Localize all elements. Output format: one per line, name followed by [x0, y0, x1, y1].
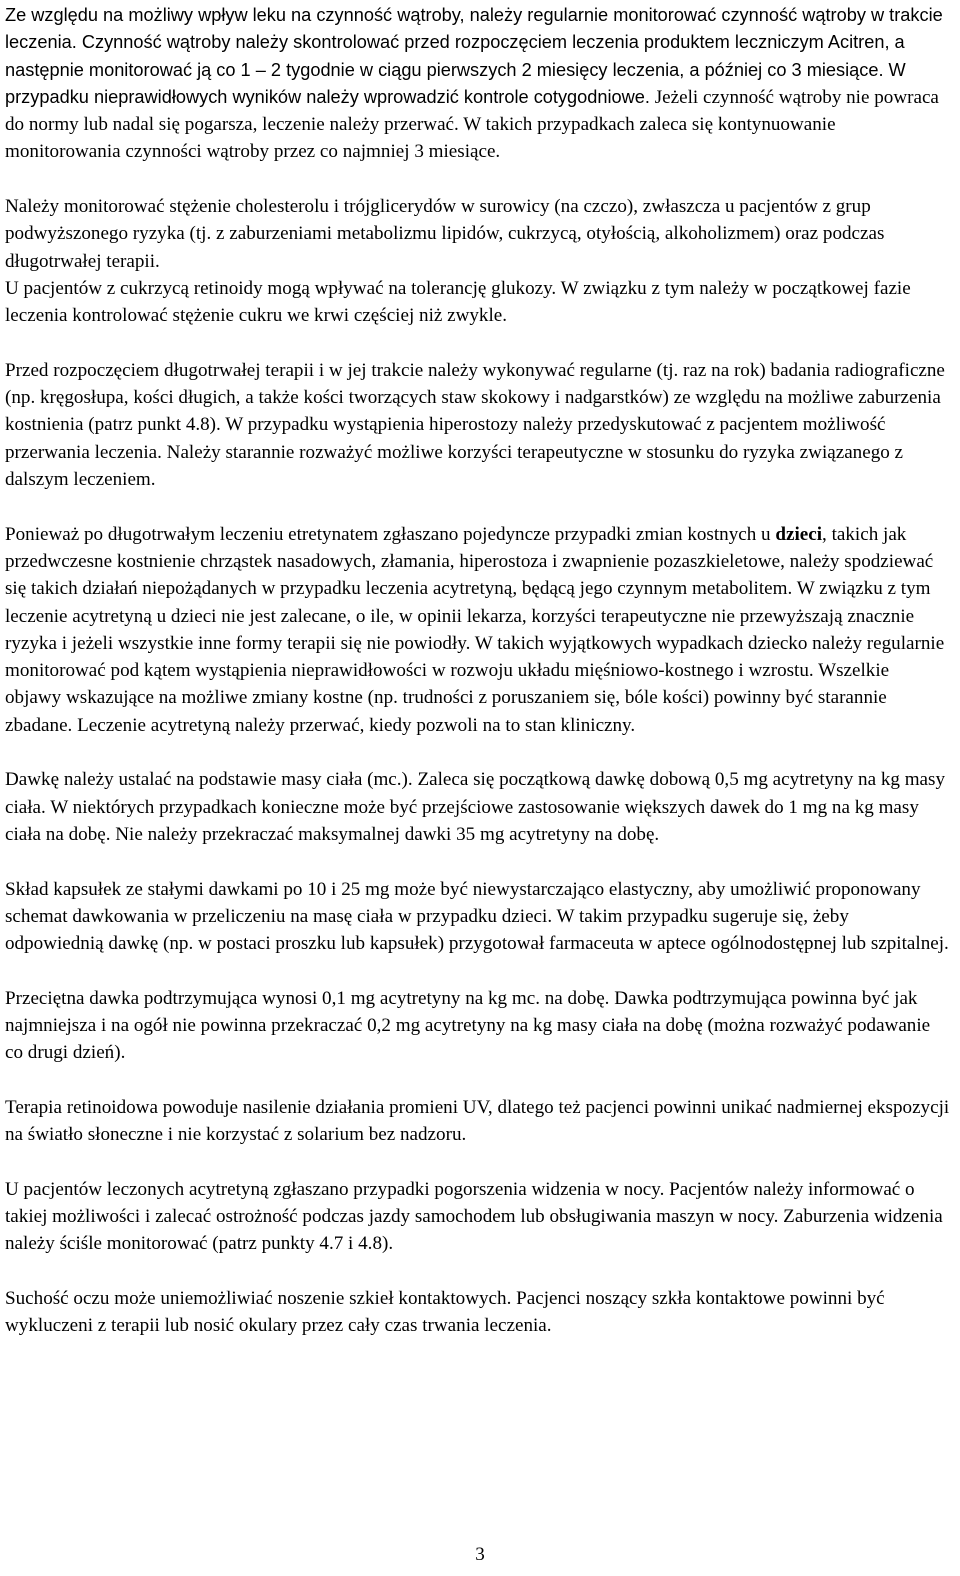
paragraph-radiographic-exams: Przed rozpoczęciem długotrwałej terapii i w jej trakcie należy wykonywać regularne (tj. raz na rok) badania radiograficzne (np. kręgosłupa, kości długich, a także kości tworzących staw skokowy i nadgarstków) ze względu na możliwe zaburzenia kostnienia (patrz punkt 4.8). W przypadku wystąpienia hiperostozy należy przedyskutować z pacjentem możliwość przerwania leczenia. Należy starannie rozważyć możliwe korzyści terapeutyczne w stosunku do ryzyka związanego z dalszym leczeniem.	[5, 359, 945, 491]
paragraph-liver-monitoring	[5, 2, 950, 166]
paragraph-maintenance-dose: Przeciętna dawka podtrzymująca wynosi 0,1 mg acytretyny na kg mc. na dobę. Dawka podtrzymująca powinna być jak najmniejsza i na ogół nie powinna przekraczać 0,2 mg acytretyny na kg masy ciała na dobę (można rozważyć podawanie co drugi dzień).	[5, 987, 931, 1064]
liver-monitoring-text-sans: Ze względu na możliwy wpływ leku na czynność wątroby, należy regularnie monitorować czynność wątroby w trakcie leczenia. Czynność wątroby należy skontrolować przed rozpoczęciem leczenia produktem leczniczym Acitren, a następnie monitorować ją co 1 – 2 tygodnie w ciągu pierwszych 2 miesięcy leczenia, a później co 3 miesiące. W przypadku nieprawidłowych wyników należy wprowadzić kontrole cotygodniowe.	[5, 5, 943, 107]
paragraph-diabetes-glucose: U pacjentów z cukrzycą retinoidy mogą wpływać na tolerancję glukozy. W związku z tym należy w początkowej fazie leczenia kontrolować stężenie cukru we krwi częściej niż zwykle.	[5, 277, 911, 327]
paragraph-capsule-composition: Skład kapsułek ze stałymi dawkami po 10 i 25 mg może być niewystarczająco elastyczny, aby umożliwić proponowany schemat dawkowania w przeliczeniu na masę ciała w przypadku dzieci. W takim przypadku sugeruje się, żeby odpowiednią dawkę (np. w postaci proszku lub kapsułek) przygotował farmaceuta w aptece ogólnodostępnej lub szpitalnej.	[5, 878, 949, 955]
paragraph-lipid-monitoring: Należy monitorować stężenie cholesterolu i trójglicerydów w surowicy (na czczo), zwłaszcza u pacjentów z grup podwyższonego ryzyka (tj. z zaburzeniami metabolizmu lipidów, cukrzycą, otyłością, alkoholizmem) oraz podczas długotrwałej terapii.	[5, 196, 885, 272]
paragraph-uv-exposure: Terapia retinoidowa powoduje nasilenie działania promieni UV, dlatego też pacjenci powinni unikać nadmiernej ekspozycji na światło słoneczne i nie korzystać z solarium bez nadzoru.	[5, 1096, 950, 1146]
paragraph-dosage: Dawkę należy ustalać na podstawie masy ciała (mc.). Zaleca się początkową dawkę dobową 0,5 mg acytretyny na kg masy ciała. W niektórych przypadkach konieczne może być przejściowe zastosowanie większych dawek do 1 mg na kg masy ciała na dobę. Nie należy przekraczać maksymalnej dawki 35 mg acytretyny na dobę.	[5, 769, 946, 845]
children-text-after: , takich jak przedwczesne kostnienie chrząstek nasadowych, złamania, hiperostoza i zwapnienie pozaszkieletowe, należy spodziewać się takich działań niepożądanych w przypadku leczenia acytretyną, będącą jego czynnym metabolitem. W związku z tym leczenie acytretyną u dzieci nie jest zalecane, o ile, w opinii lekarza, korzyści terapeutyczne nie przewyższają znacznie ryzyka i jeżeli wszystkie inne formy terapii się nie powiodły. W takich wyjątkowych wypadkach dziecko należy regularnie monitorować pod kątem wystąpienia nieprawidłowości w rozwoju układu mięśniowo-kostnego i wzrostu. Wszelkie objawy wskazujące na możliwe zmiany kostne (np. trudności z poruszaniem się, bóle kości) powinny być starannie zbadane. Leczenie acytretyną należy przerwać, kiedy pozwoli na to stan kliniczny.	[5, 523, 945, 736]
children-text-before: Ponieważ po długotrwałym leczeniu etretynatem zgłaszano pojedyncze przypadki zmian kostnych u	[5, 523, 776, 545]
paragraph-night-vision: U pacjentów leczonych acytretyną zgłaszano przypadki pogorszenia widzenia w nocy. Pacjentów należy informować o takiej możliwości i zalecać ostrożność podczas jazdy samochodem lub obsługiwania maszyn w nocy. Zaburzenia widzenia należy ściśle monitorować (patrz punkty 4.7 i 4.8).	[5, 1178, 943, 1255]
paragraph-contact-lenses: Suchość oczu może uniemożliwiać noszenie szkieł kontaktowych. Pacjenci noszący szkła kontaktowe powinni być wykluczeni z terapii lub nosić okulary przez cały czas trwania leczenia.	[5, 1287, 885, 1337]
page-number: 3	[475, 1544, 485, 1565]
paragraph-children-bone-changes	[5, 521, 950, 739]
liver-monitoring-text-serif: Jeżeli czynność wątroby nie powraca do normy lub nadal się pogarsza, leczenie należy przerwać. W takich przypadkach zaleca się kontynuowanie monitorowania czynności wątroby przez co najmniej 3 miesiące.	[5, 86, 939, 163]
children-bold-word: dzieci	[775, 523, 823, 545]
